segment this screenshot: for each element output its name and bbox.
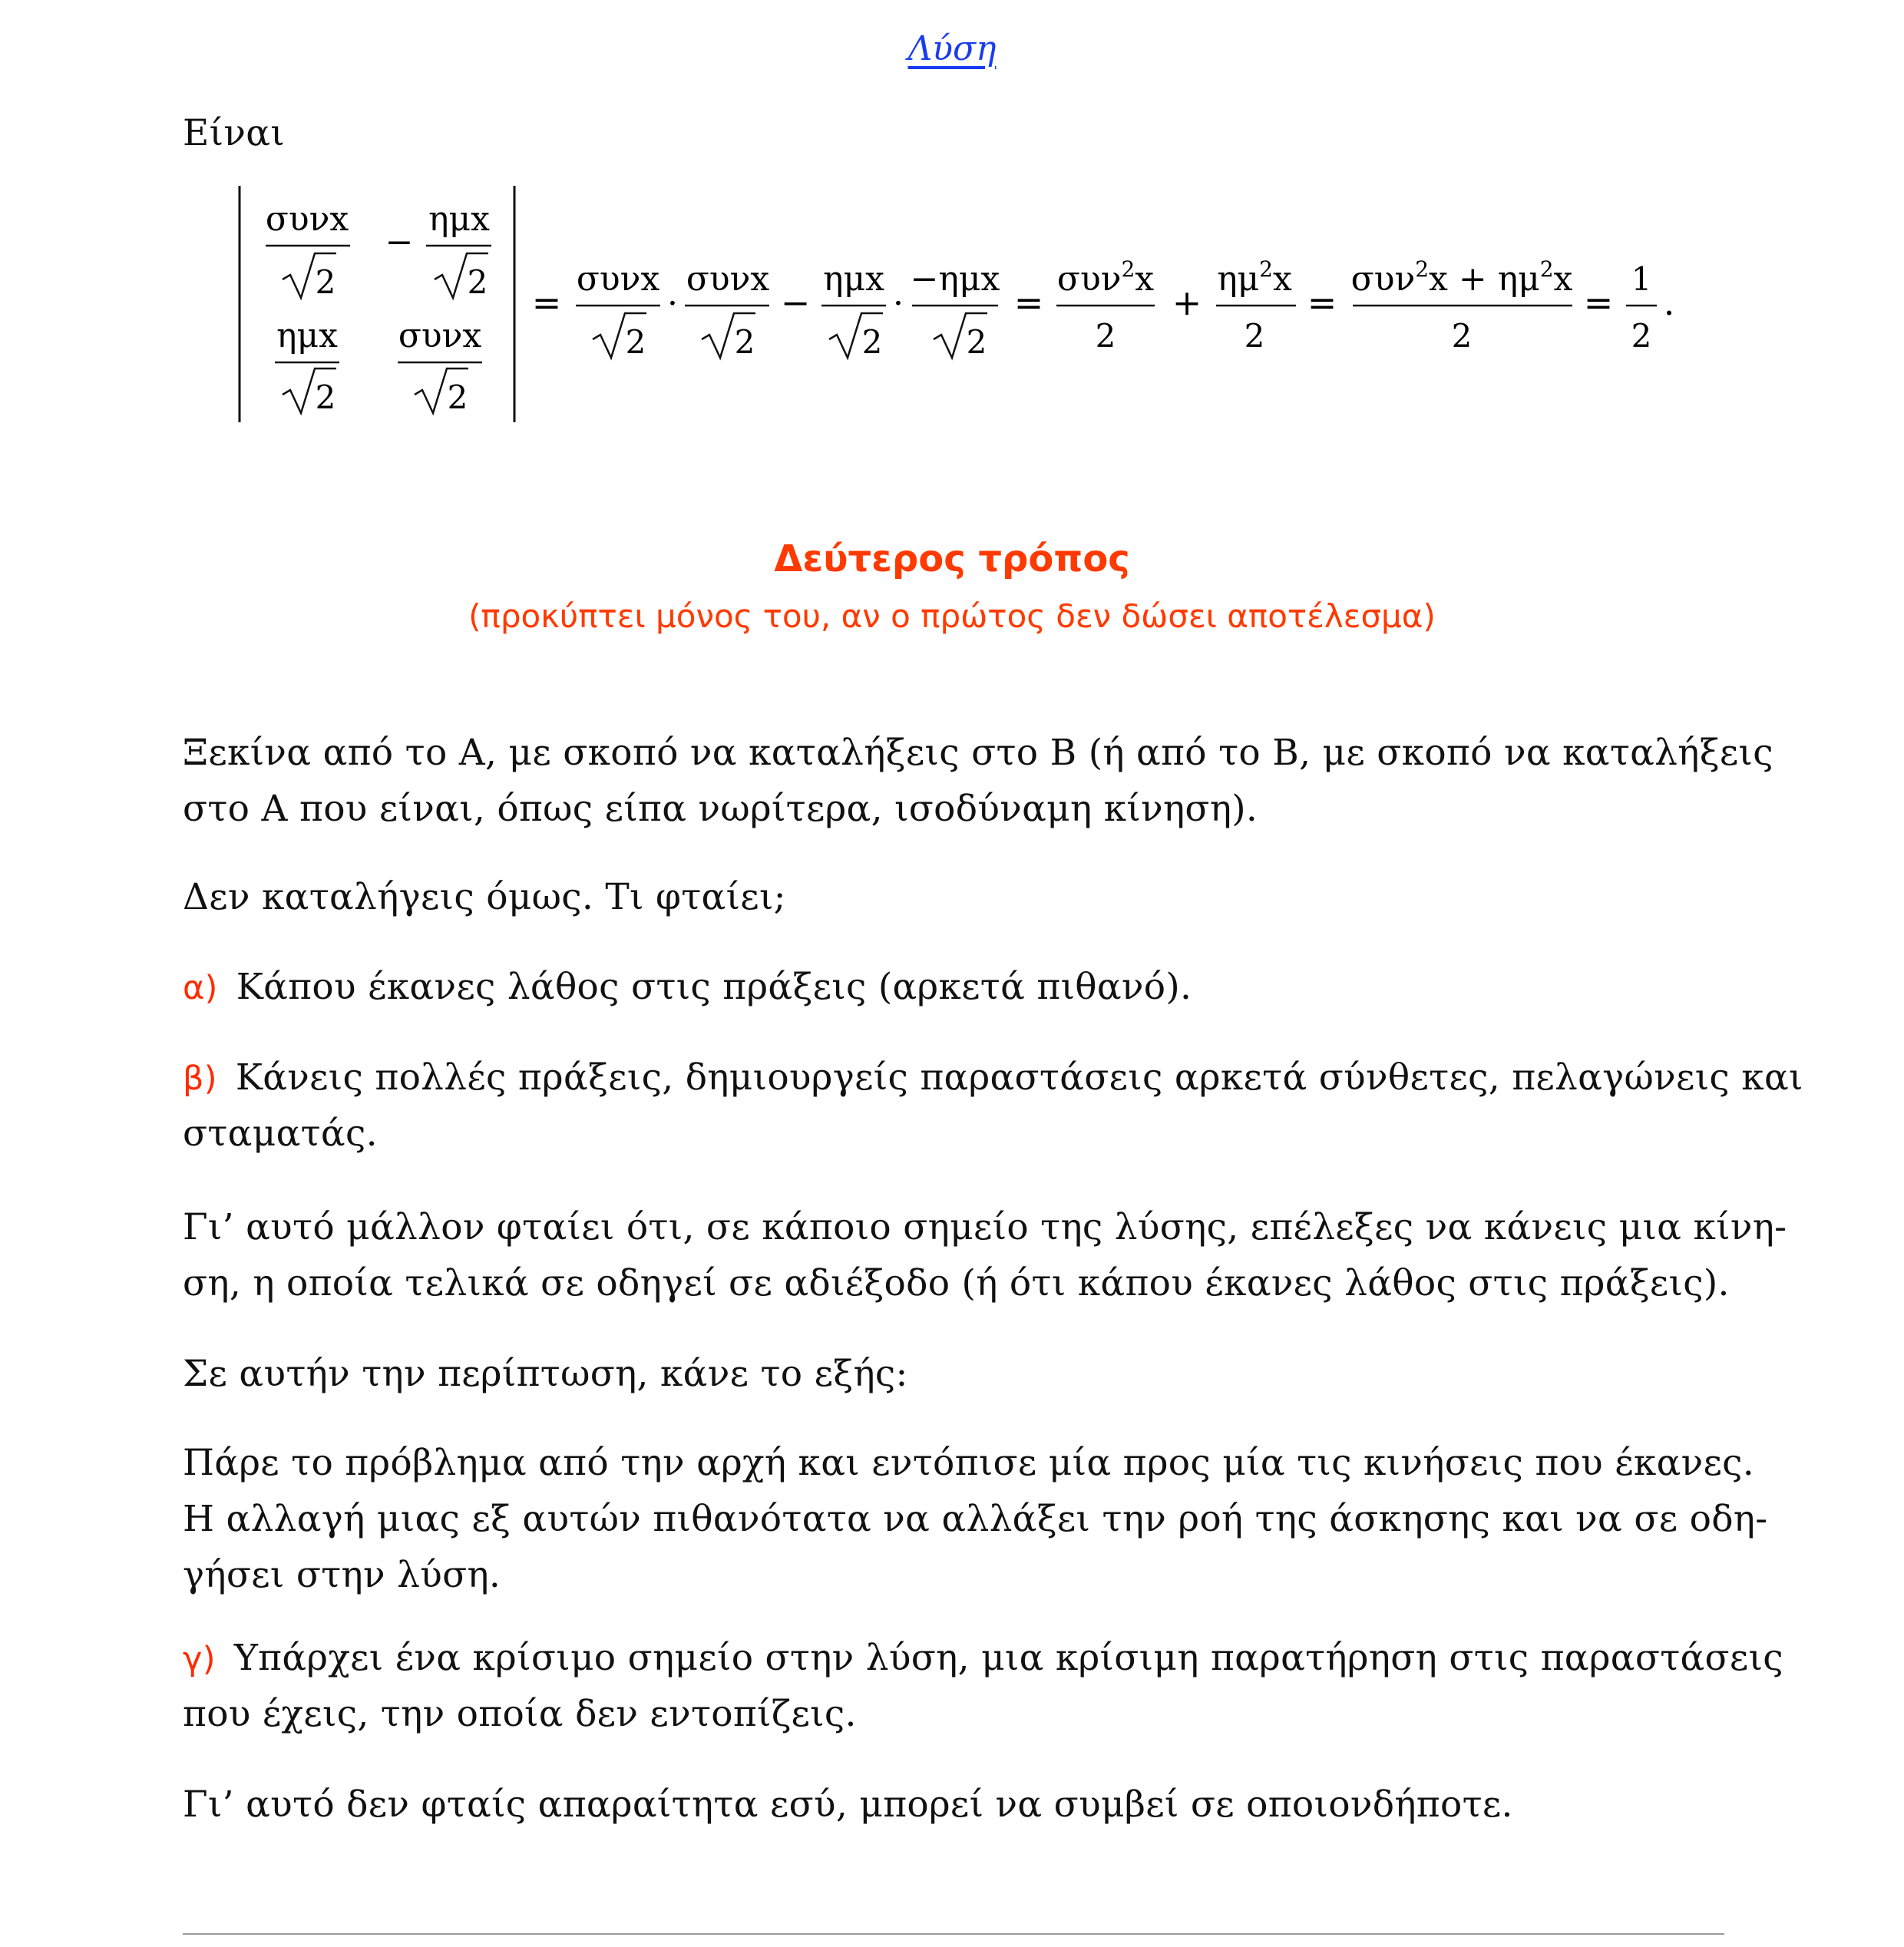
svg-text:+: + (1172, 282, 1202, 323)
term-8: 1 (1631, 260, 1652, 298)
svg-text:2: 2 (966, 323, 987, 361)
item-c-marker: γ) (183, 1640, 216, 1678)
matrix-a22: συνx (398, 316, 482, 355)
solution-link[interactable]: Λύση (907, 29, 997, 68)
svg-text:=: = (1583, 282, 1614, 323)
item-b-marker: β) (183, 1059, 217, 1098)
paragraph-5-line-2: Η αλλαγή μιας εξ αυτών πιθανότατα να αλλάξει την ροή της άσκησης και να σε οδη- (183, 1498, 1768, 1540)
determinant-equation (0, 177, 1904, 438)
item-c-line-1 (183, 1631, 1783, 1687)
term-4: −ημx (910, 259, 1000, 299)
paragraph-3-line-1: Γι’ αυτό μάλλον φταίει ότι, σε κάποιο σημείο της λύσης, επέλεξες να κάνεις μια κίνη- (183, 1206, 1787, 1248)
section-title: Δεύτερος τρόπος (774, 537, 1130, 580)
term-7: $\sigma\upsilon\nu^2x + \eta\mu^2x$ (1350, 256, 1573, 299)
item-c-line-2: που έχεις, την οποία δεν εντοπίζεις. (183, 1693, 857, 1735)
svg-text:=: = (1013, 282, 1044, 323)
matrix-a12: ημx (428, 200, 490, 239)
paragraph-4: Σε αυτήν την περίπτωση, κάνε το εξής: (183, 1353, 908, 1395)
paragraph-3-line-2: ση, η οποία τελικά σε οδηγεί σε αδιέξοδο (ή ότι κάπου έκανες λάθος στις πράξεις). (183, 1262, 1730, 1304)
svg-text:2: 2 (734, 323, 755, 361)
paragraph-1-line-2: στο Α που είναι, όπως είπα νωρίτερα, ισοδύναμη κίνηση). (183, 788, 1258, 830)
paragraph-1-line-1: Ξεκίνα από το Α, με σκοπό να καταλήξεις στο Β (ή από το Β, με σκοπό να καταλήξεις (183, 732, 1773, 774)
item-b-line-1 (183, 1050, 1803, 1106)
svg-text:2: 2 (1095, 317, 1116, 355)
svg-text:2: 2 (625, 323, 646, 361)
matrix-a11: συνx (265, 200, 349, 239)
svg-text:2: 2 (1244, 317, 1265, 355)
matrix-a21: ημx (276, 316, 338, 355)
paragraph-2: Δεν καταλήγεις όμως. Τι φταίει; (183, 876, 786, 918)
paragraph-5-line-1: Πάρε το πρόβλημα από την αρχή και εντόπισε μία προς μία τις κινήσεις που έκανες. (183, 1442, 1754, 1484)
matrix-minus: − (385, 223, 414, 262)
section-subtitle: (προκύπτει μόνος του, αν ο πρώτος δεν δώσει αποτέλεσμα) (468, 597, 1436, 635)
term-3: ημx (823, 259, 884, 299)
svg-text:·: · (893, 284, 904, 323)
svg-text:2: 2 (447, 378, 468, 416)
svg-text:2: 2 (467, 263, 488, 301)
paragraph-5-line-3: γήσει στην λύση. (183, 1554, 501, 1596)
item-c-text: Υπάρχει ένα κρίσιμο σημείο στην λύση, μια κρίσιμη παρατήρηση στις παραστάσεις (233, 1637, 1783, 1679)
term-2: συνx (686, 259, 770, 299)
item-b-line-2: σταματάς. (183, 1112, 378, 1155)
footer-divider (183, 1933, 1724, 1935)
svg-text:·: · (667, 284, 678, 323)
term-6: $\eta\mu^2x$ (1217, 256, 1292, 299)
svg-text:−: − (780, 282, 811, 323)
svg-text:=: = (531, 282, 562, 323)
term-1: συνx (576, 259, 660, 299)
svg-text:2: 2 (1451, 317, 1473, 355)
item-a-text: Κάπου έκανες λάθος στις πράξεις (αρκετά πιθανό). (236, 966, 1192, 1008)
svg-text:=: = (1307, 282, 1337, 323)
svg-text:2: 2 (315, 378, 336, 416)
term-5: συν$^2$x (1056, 256, 1155, 299)
intro-text: Είναι (183, 112, 285, 154)
svg-text:2: 2 (861, 323, 883, 361)
item-b-text: Κάνεις πολλές πράξεις, δημιουργείς παραστάσεις αρκετά σύνθετες, πελαγώνεις και (235, 1056, 1803, 1099)
item-a-marker: α) (183, 969, 218, 1007)
paragraph-6: Γι’ αυτό δεν φταίς απαραίτητα εσύ, μπορεί να συμβεί σε οποιονδήποτε. (183, 1783, 1513, 1826)
svg-text:2: 2 (315, 263, 336, 301)
svg-text:.: . (1663, 282, 1675, 323)
item-a (183, 960, 1192, 1016)
svg-text:2: 2 (1631, 317, 1652, 355)
